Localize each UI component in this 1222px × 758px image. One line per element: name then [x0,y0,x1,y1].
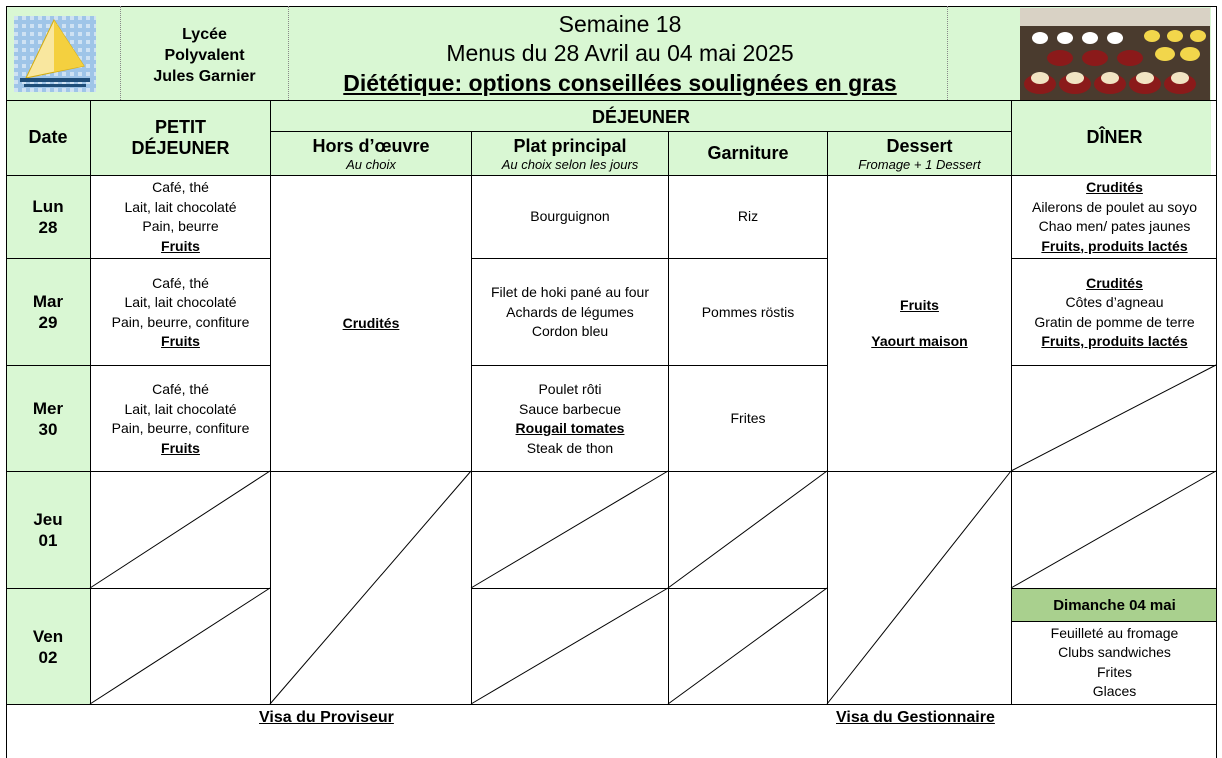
menu-item-recommended: Fruits [161,237,200,254]
plat-cell [472,176,668,258]
visa-proviseur: Visa du Proviseur [259,709,394,726]
date-header-label: Date [28,127,68,147]
menu-item-recommended: Crudités [1086,179,1143,195]
menu-item-recommended: Crudités [342,314,400,331]
plat-cell [472,260,668,365]
menu-item-recommended: Rougail tomates [515,420,625,436]
day-cell [6,589,90,704]
day-name: Mer [32,398,64,418]
menu-item: Café, thé [152,179,209,195]
menu-dates: Menus du 28 Avril au 04 mai 2025 [446,40,794,66]
day-number: 28 [38,217,58,237]
dimanche-cell [1012,621,1217,704]
menu-item: Achards de légumes [506,303,634,320]
menu-item: Café, thé [152,274,209,291]
menu-item-recommended: Fruits, produits lactés [1041,333,1188,349]
petit-dejeuner-cell [91,367,270,471]
menu-item: Frites [1097,663,1132,680]
petit-dejeuner-cell [91,176,270,258]
dejeuner-header [271,102,1011,132]
petit-dejeuner-header-line: PETIT [154,116,206,137]
menu-item: Lait, lait chocolaté [124,400,237,417]
dietetic-note: Diététique: options conseillées soulignées en gras [343,70,897,96]
date-header [6,100,90,175]
dessert-header-label: Dessert [886,135,953,156]
day-name: Mar [32,292,64,311]
menu-item-recommended: Fruits [161,333,200,349]
dimanche-title: Dimanche 04 mai [1053,596,1176,614]
school-logo [14,16,96,92]
day-number: 30 [38,419,58,439]
title-block [290,8,950,100]
diner-header-label: DÎNER [1086,127,1143,147]
plat-cell [472,367,668,471]
dessert-header-sub: Fromage + 1 Dessert [858,156,981,172]
menu-item: Glaces [1092,683,1137,699]
petit-dejeuner-header-line: DÉJEUNER [131,137,230,158]
visa-gestionnaire: Visa du Gestionnaire [836,709,995,726]
menu-item: Pain, beurre, confiture [111,420,250,436]
garniture-cell [669,176,827,258]
dimanche-header [1012,589,1217,621]
plat-header [472,132,668,175]
menu-item: Côtes d’agneau [1065,294,1164,310]
menu-item: Filet de hoki pané au four [491,284,649,301]
week-title: Semaine 18 [558,11,682,37]
menu-item: Clubs sandwiches [1058,644,1171,660]
menu-item: Frites [730,410,766,427]
petit-dejeuner-cell [91,260,270,365]
plat-header-sub: Au choix selon les jours [501,156,639,172]
menu-item-recommended: Crudités [1086,274,1143,291]
menu-item: Pommes röstis [701,303,795,320]
school-name-line: Polyvalent [164,46,245,64]
garniture-cell [669,260,827,365]
day-name: Lun [32,196,64,216]
menu-item-recommended: Fruits [161,439,200,456]
hors-oeuvre-header [271,132,471,175]
menu-item-recommended: Fruits, produits lactés [1041,237,1188,254]
school-name-line: Lycée [182,25,227,43]
hors-oeuvre-header-sub: Au choix [346,156,396,172]
desserts-photo [1020,8,1210,100]
menu-item: Riz [737,208,759,225]
diner-cell [1012,176,1217,258]
hors-oeuvre-header-label: Hors d’œuvre [312,135,430,156]
menu-item: Steak de thon [526,439,614,456]
dejeuner-header-label: DÉJEUNER [591,106,691,127]
day-number: 01 [38,531,58,550]
menu-item-recommended: Yaourt maison [871,332,968,349]
day-number: 29 [38,313,58,332]
menu-item: Bourguignon [530,208,610,225]
day-cell [6,472,90,588]
diner-header [1012,100,1217,175]
menu-item: Ailerons de poulet au soyo [1032,198,1197,215]
school-name-line: Jules Garnier [153,67,256,85]
garniture-header [669,132,827,175]
day-name: Ven [32,626,64,646]
menu-item: Café, thé [152,381,209,397]
menu-item: Pain, beurre, confiture [111,313,250,330]
day-cell [6,175,90,258]
menu-item: Chao men/ pates jaunes [1038,218,1191,234]
menu-item: Poulet rôti [538,381,602,397]
diner-cell [1012,260,1217,365]
menu-item: Pain, beurre [142,218,219,234]
day-cell [6,366,90,471]
dessert-cell [828,176,1011,471]
dessert-header [828,132,1011,175]
hors-oeuvre-cell [271,176,471,471]
school-name [121,16,288,94]
menu-item: Gratin de pomme de terre [1034,313,1195,330]
plat-header-label: Plat principal [513,135,627,156]
menu-item: Cordon bleu [531,323,609,340]
menu-item-recommended: Fruits [900,297,939,313]
menu-item: Sauce barbecue [519,400,621,417]
day-number: 02 [38,647,58,667]
menu-item: Feuilleté au fromage [1050,624,1179,641]
garniture-cell [669,367,827,471]
garniture-header-label: Garniture [707,143,789,163]
day-cell [6,259,90,365]
petit-dejeuner-header [91,100,270,175]
menu-item: Lait, lait chocolaté [124,294,237,310]
menu-item: Lait, lait chocolaté [124,198,237,215]
day-name: Jeu [33,510,63,529]
